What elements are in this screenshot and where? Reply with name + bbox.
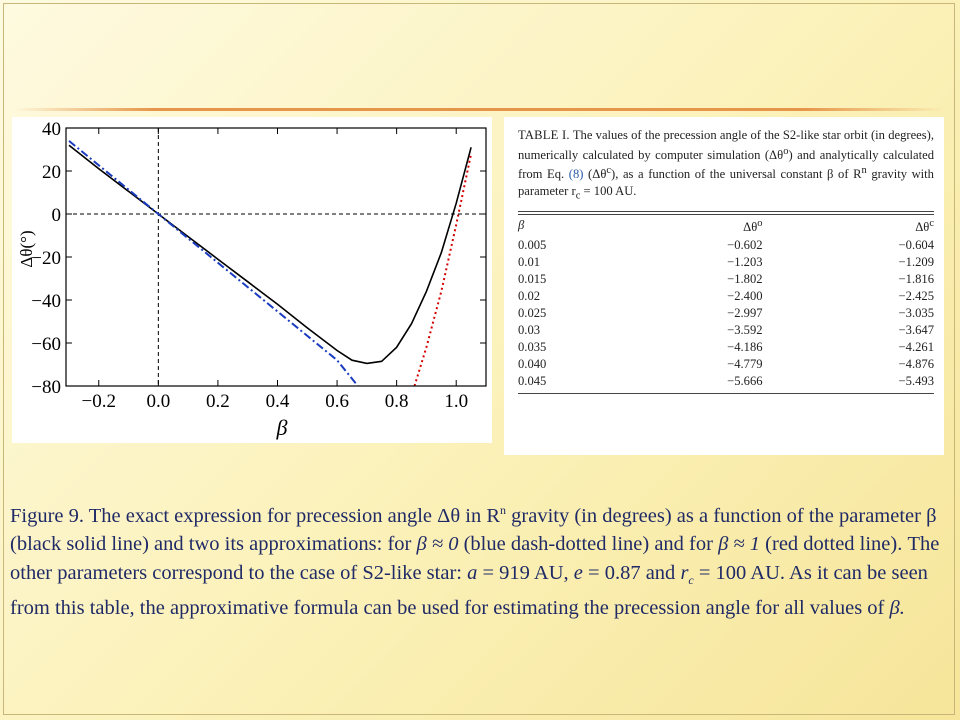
cell-delta-theta-c: −3.647 [898, 322, 934, 337]
y-axis-label: Δθ(°) [17, 230, 36, 268]
cell-delta-theta-c: −1.209 [898, 254, 934, 269]
caption-r-symbol: r [680, 561, 689, 584]
table-row [518, 237, 934, 254]
table-row [518, 373, 934, 390]
table-row [518, 305, 934, 322]
table-caption-text: ) and analytically calculated from Eq. [518, 147, 935, 182]
table-caption-sub-c: c [575, 190, 581, 202]
table-body [518, 237, 934, 390]
caption-text: = 100 AU. As it can be seen from this table, the approximative formula can be used for estimating the precession angle for all values of [10, 561, 928, 620]
x-tick-label: −0.2 [81, 391, 117, 412]
table-header-row [518, 215, 934, 237]
plot-frame [66, 128, 486, 386]
x-tick-label: 0.4 [265, 391, 290, 412]
cell-delta-theta-o: −5.666 [727, 373, 763, 388]
caption-beta-approx-0: β ≈ 0 [416, 533, 459, 556]
y-tick-label: −20 [31, 248, 61, 269]
caption-beta-approx-1: β ≈ 1 [718, 533, 761, 556]
table-caption-text: (Δθ [588, 167, 607, 182]
cell-beta: 0.01 [518, 254, 541, 269]
caption-text: (blue dash-dotted line) and for [458, 533, 719, 556]
table-caption-text: gravity with parameter r [518, 167, 934, 198]
caption-text: = 0.87 and [582, 561, 681, 584]
cell-delta-theta-c: −0.604 [898, 237, 934, 252]
precession-angle-plot [12, 117, 492, 443]
cell-delta-theta-o: −1.203 [727, 254, 763, 269]
caption-sup-n: n [500, 503, 507, 517]
cell-delta-theta-o: −0.602 [727, 237, 763, 252]
y-tick-label: 40 [42, 119, 61, 140]
x-tick-label: 1.0 [444, 391, 469, 412]
table-caption-sup-n: n [861, 165, 867, 177]
cell-delta-theta-c: −4.261 [898, 339, 934, 354]
caption-text: (red dotted line). The other parameters correspond to the case of S2-like star: [10, 533, 940, 584]
equation-reference-link[interactable]: (8) [568, 167, 584, 182]
cell-delta-theta-c: −1.816 [898, 271, 934, 286]
y-tick-label: 20 [42, 162, 61, 183]
caption-a-symbol: a [467, 561, 478, 584]
cell-beta: 0.03 [518, 322, 541, 337]
cell-beta: 0.005 [518, 237, 547, 252]
cell-delta-theta-o: −3.592 [727, 322, 763, 337]
table-caption-label: TABLE I. [518, 128, 570, 142]
table-row [518, 288, 934, 305]
table-caption-sup-o: o [783, 145, 789, 157]
cell-delta-theta-c: −2.425 [898, 288, 934, 303]
table-caption [518, 127, 934, 205]
series-line-solid [69, 145, 471, 363]
caption-text: gravity (in degrees) as a function of the parameter β (black solid line) and two its approximations: for [10, 504, 937, 556]
cell-delta-theta-c: −4.876 [898, 356, 934, 371]
accent-rule [14, 108, 944, 111]
caption-e-symbol: e [573, 561, 583, 584]
table-caption-sup-c: c [606, 165, 612, 177]
plot-panel [12, 117, 492, 443]
table-caption-text: = 100 AU. [583, 183, 637, 198]
y-tick-label: −40 [31, 291, 61, 312]
x-tick-label: 0.6 [325, 391, 349, 412]
table-panel [504, 117, 944, 455]
header-beta: β [518, 218, 525, 233]
figure-caption [10, 496, 940, 623]
cell-delta-theta-c: −5.493 [898, 373, 934, 388]
x-tick-label: 0.8 [384, 391, 409, 412]
cell-beta: 0.040 [518, 356, 547, 371]
table-bottom-rule [518, 393, 934, 394]
x-tick-label: 0.0 [146, 391, 171, 412]
cell-delta-theta-o: −4.779 [727, 356, 763, 371]
plot-series [69, 141, 471, 386]
cell-beta: 0.045 [518, 373, 547, 388]
table-row [518, 271, 934, 288]
series-line-dash-dot [69, 141, 358, 386]
cell-delta-theta-o: −4.186 [727, 339, 763, 354]
cell-delta-theta-o: −2.997 [727, 305, 763, 320]
y-tick-label: −80 [31, 377, 61, 398]
table-row [518, 254, 934, 271]
y-tick-label: −60 [31, 334, 61, 355]
header-delta-theta-o: $\Delta\theta^o$ [743, 218, 763, 235]
cell-beta: 0.02 [518, 288, 541, 303]
table-caption-text: The values of the precession angle of the S2-like star orbit (in degrees), numerically calculated by computer simulation (Δθ [518, 128, 935, 162]
y-tick-label: 0 [51, 205, 61, 226]
cell-beta: 0.025 [518, 305, 547, 320]
table-caption-text: ), as a function of the universal constant β of R [611, 167, 862, 182]
caption-beta-end: β. [889, 597, 905, 620]
cell-beta: 0.035 [518, 339, 547, 354]
cell-delta-theta-c: −3.035 [898, 305, 934, 320]
precession-table [518, 215, 934, 390]
header-delta-theta-c: $\Delta\theta^c$ [915, 218, 934, 235]
caption-text: Figure 9. The exact expression for precession angle Δθ in R [10, 504, 501, 527]
reference-lines [66, 128, 486, 386]
x-axis-label: β [276, 415, 288, 440]
table-row [518, 339, 934, 356]
caption-text: = 919 AU, [477, 561, 574, 584]
cell-delta-theta-o: −1.802 [727, 271, 763, 286]
series-line-dotted [415, 154, 472, 386]
table-row [518, 356, 934, 373]
plot-ticks [31, 119, 486, 412]
cell-delta-theta-o: −2.400 [727, 288, 763, 303]
table-row [518, 322, 934, 339]
caption-r-subscript: c [688, 572, 694, 587]
x-tick-label: 0.2 [206, 391, 230, 412]
cell-beta: 0.015 [518, 271, 547, 286]
